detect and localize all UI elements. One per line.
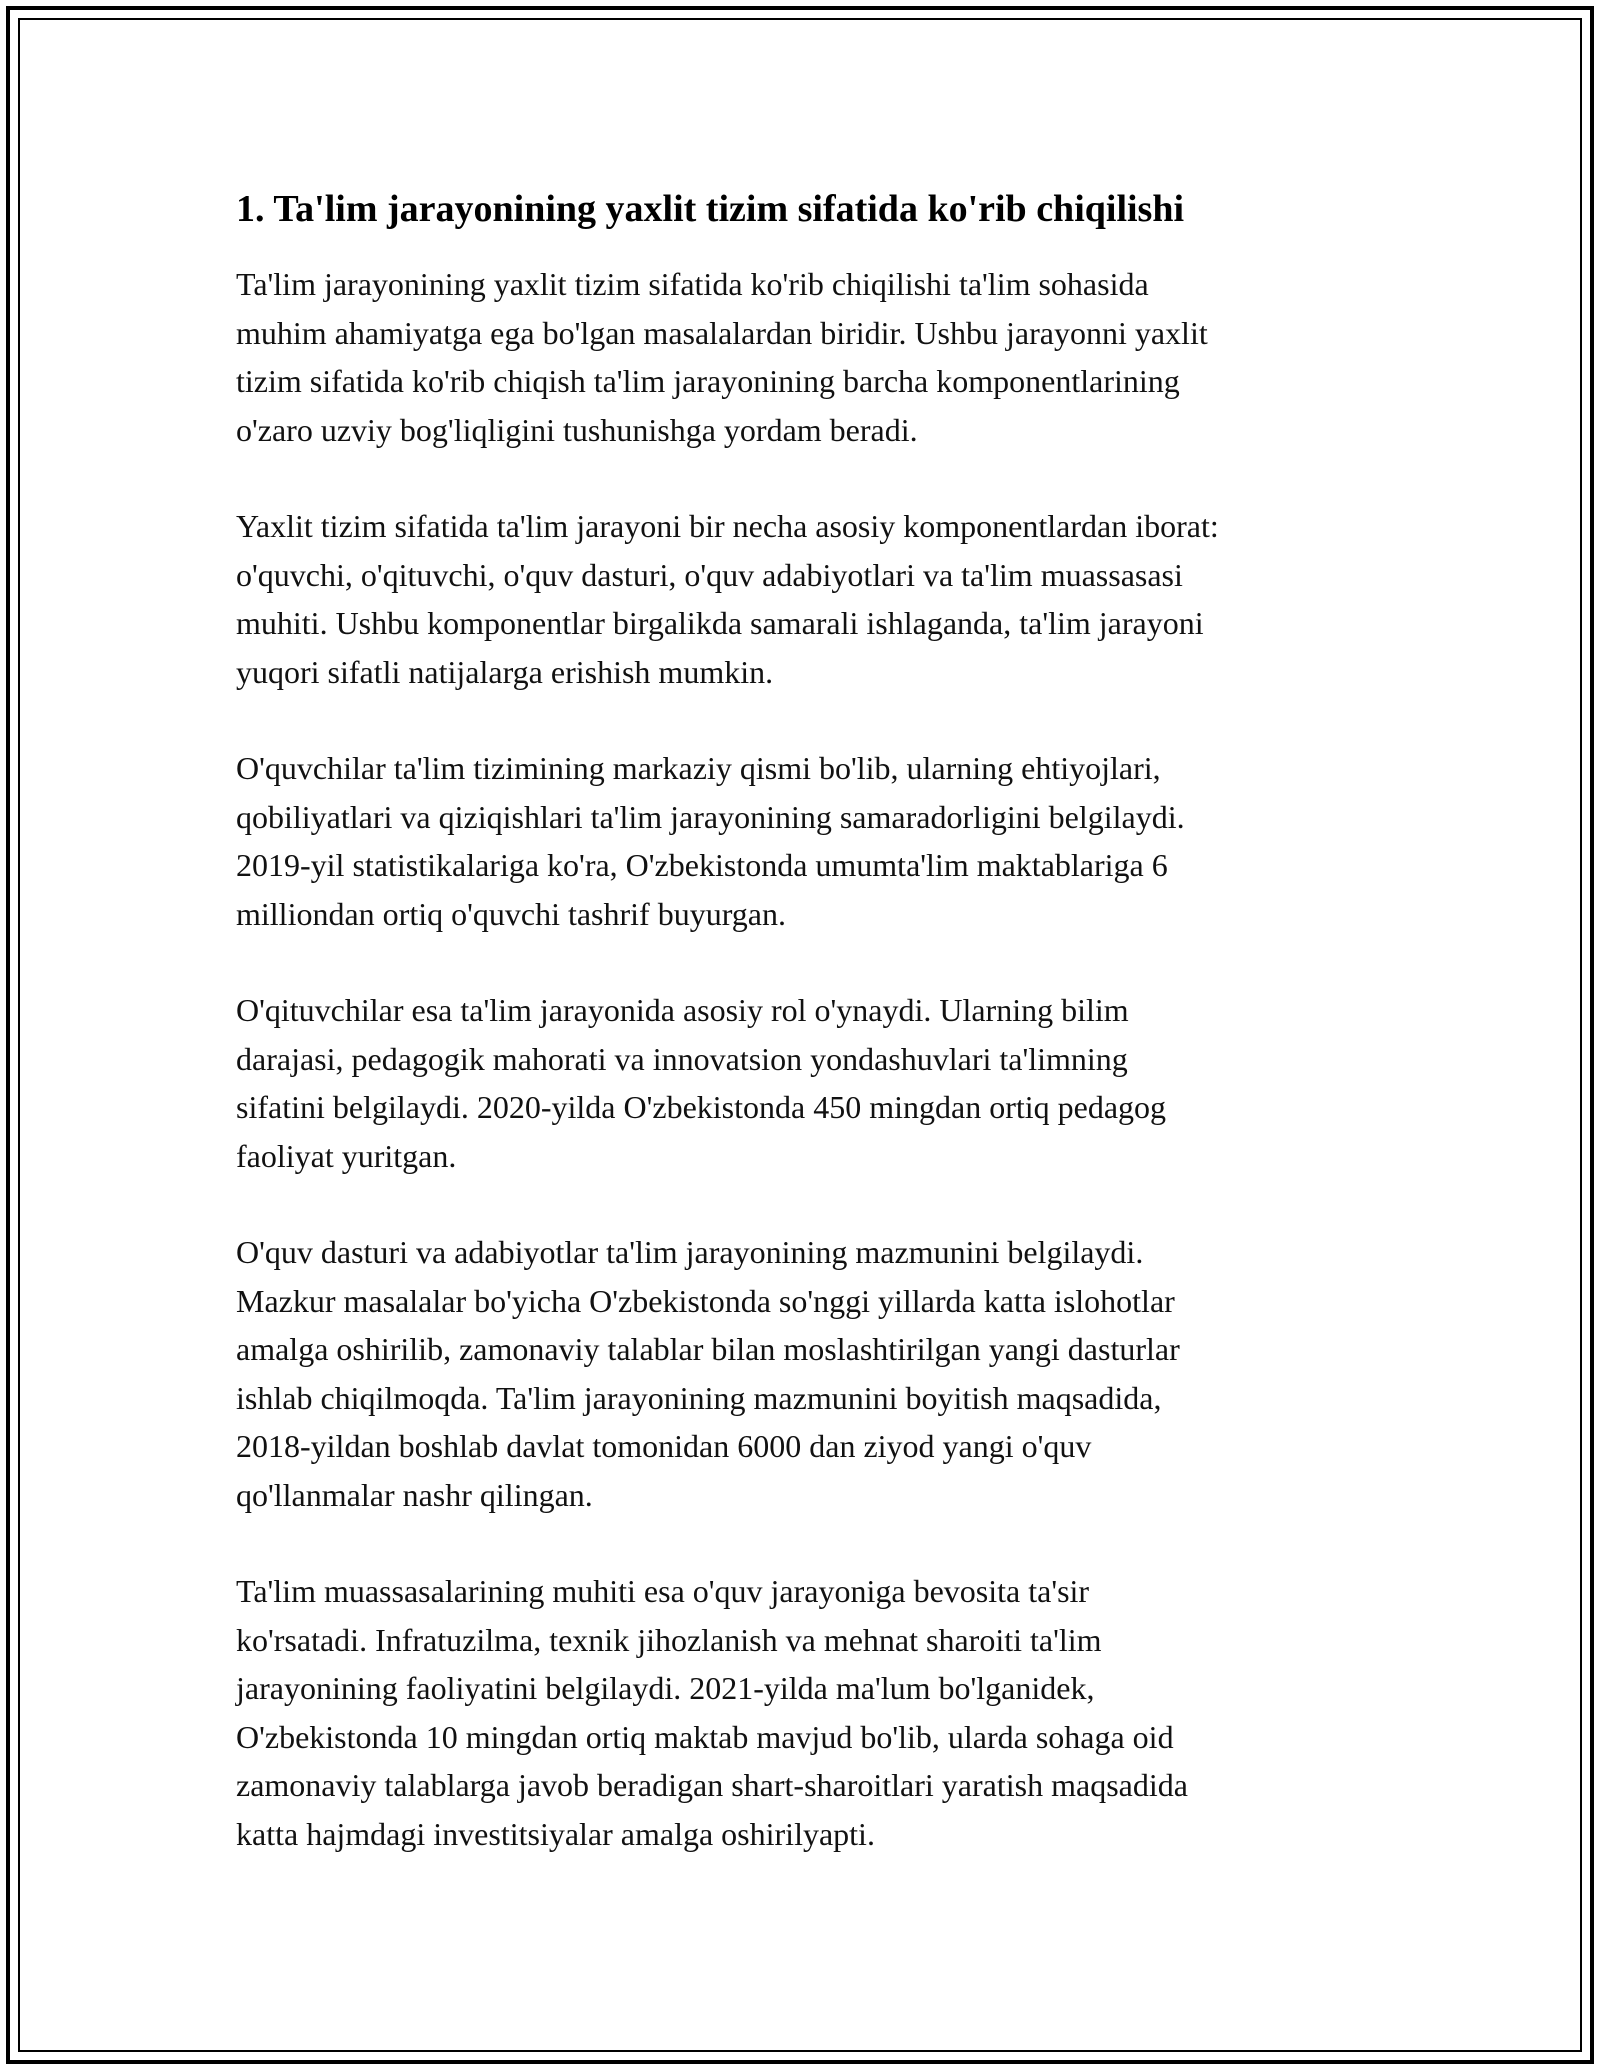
text-line: qobiliyatlari va qiziqishlari ta'lim jarayonining samaradorligini belgilaydi. — [236, 798, 1185, 835]
paragraph-3 — [236, 744, 1366, 938]
text-line: zamonaviy talablarga javob beradigan shart-sharoitlari yaratish maqsadida — [236, 1767, 1188, 1803]
text-line: katta hajmdagi investitsiyalar amalga oshirilyapti. — [236, 1815, 875, 1852]
document-body — [236, 184, 1366, 1858]
paragraph-4 — [236, 986, 1366, 1180]
text-line: 2018-yildan boshlab davlat tomonidan 6000 dan ziyod yangi o'quv — [236, 1428, 1092, 1464]
text-line: yuqori sifatli natijalarga erishish mumkin. — [236, 653, 774, 690]
text-line: muhiti. Ushbu komponentlar birgalikda samarali ishlaganda, ta'lim jarayoni — [236, 605, 1204, 641]
text-line: qo'llanmalar nashr qilingan. — [236, 1476, 593, 1513]
text-line: Mazkur masalalar bo'yicha O'zbekistonda so'nggi yillarda katta islohotlar — [236, 1282, 1175, 1319]
text-line: muhim ahamiyatga ega bo'lgan masalalardan biridir. Ushbu jarayonni yaxlit — [236, 314, 1208, 351]
paragraph-2 — [236, 502, 1366, 696]
text-line: faoliyat yuritgan. — [236, 1137, 457, 1174]
text-line: Ta'lim jarayonining yaxlit tizim sifatida ko'rib chiqilishi ta'lim sohasida — [236, 266, 1149, 302]
text-line: o'zaro uzviy bog'liqligini tushunishga yordam beradi. — [236, 411, 918, 448]
text-line: milliondan ortiq o'quvchi tashrif buyurgan. — [236, 895, 786, 932]
text-line: tizim sifatida ko'rib chiqish ta'lim jarayonining barcha komponentlarining — [236, 363, 1180, 399]
text-line: o'quvchi, o'qituvchi, o'quv dasturi, o'quv adabiyotlari va ta'lim muassasasi — [236, 556, 1183, 593]
text-line: 2019-yil statistikalariga ko'ra, O'zbekistonda umumta'lim maktablariga 6 — [236, 847, 1168, 883]
paragraph-5 — [236, 1228, 1366, 1519]
text-line: Yaxlit tizim sifatida ta'lim jarayoni bir necha asosiy komponentlardan iborat: — [236, 508, 1219, 544]
text-line: O'quvchilar ta'lim tizimining markaziy qismi bo'lib, ularning ehtiyojlari, — [236, 750, 1161, 786]
text-line: Ta'lim muassasalarining muhiti esa o'quv jarayoniga bevosita ta'sir — [236, 1573, 1090, 1609]
text-line: O'qituvchilar esa ta'lim jarayonida asosiy rol o'ynaydi. Ularning bilim — [236, 992, 1129, 1028]
section-heading: 1. Ta'lim jarayonining yaxlit tizim sifatida ko'rib chiqilishi — [236, 188, 1185, 230]
text-line: ko'rsatadi. Infratuzilma, texnik jihozlanish va mehnat sharoiti ta'lim — [236, 1621, 1102, 1658]
text-line: amalga oshirilib, zamonaviy talablar bilan moslashtirilgan yangi dasturlar — [236, 1331, 1180, 1367]
text-line: jarayonining faoliyatini belgilaydi. 2021-yilda ma'lum bo'lganidek, — [236, 1670, 1095, 1706]
text-line: ishlab chiqilmoqda. Ta'lim jarayonining mazmunini boyitish maqsadida, — [236, 1379, 1162, 1416]
text-line: darajasi, pedagogik mahorati va innovatsion yondashuvlari ta'limning — [236, 1040, 1128, 1077]
paragraph-1 — [236, 260, 1366, 454]
paragraph-6 — [236, 1567, 1366, 1858]
text-line: O'zbekistonda 10 mingdan ortiq maktab mavjud bo'lib, ularda sohaga oid — [236, 1718, 1174, 1755]
text-line: sifatini belgilaydi. 2020-yilda O'zbekistonda 450 mingdan ortiq pedagog — [236, 1089, 1167, 1125]
text-line: O'quv dasturi va adabiyotlar ta'lim jarayonining mazmunini belgilaydi. — [236, 1234, 1144, 1270]
